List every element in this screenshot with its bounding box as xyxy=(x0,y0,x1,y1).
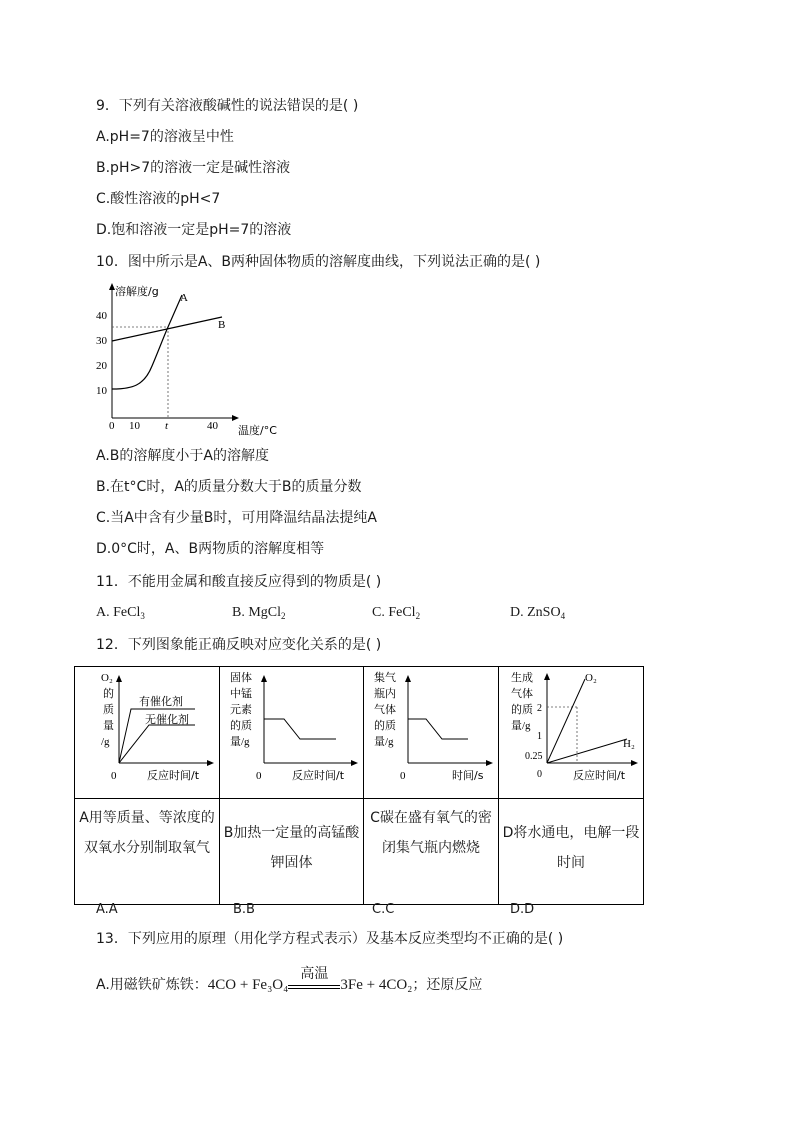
ytick-40: 40 xyxy=(96,310,107,322)
q10-option-c: C.当A中含有少量B时，可用降温结晶法提纯A xyxy=(96,510,377,526)
q11-option-a: A. FeCl$_3$ xyxy=(96,605,145,621)
svg-text:O₂: O₂ xyxy=(585,672,597,684)
q12-caption-b: B加热一定量的高锰酸钾固体 xyxy=(220,799,364,905)
q12-answer-a: A.A xyxy=(96,902,118,917)
q10-option-b: B.在t°C时，A的质量分数大于B的质量分数 xyxy=(96,479,362,495)
svg-text:有催化剂: 有催化剂 xyxy=(139,695,183,708)
ytick-30: 30 xyxy=(96,335,107,347)
svg-text:的: 的 xyxy=(103,688,114,700)
svg-text:0: 0 xyxy=(400,770,406,782)
q12-caption-c: C碳在盛有氧气的密闭集气瓶内燃烧 xyxy=(364,799,499,905)
q10-option-d: D.0°C时，A、B两物质的溶解度相等 xyxy=(96,541,325,557)
curve-a-label: A xyxy=(180,292,188,304)
svg-text:H₂: H₂ xyxy=(623,738,635,750)
svg-text:反应时间/t: 反应时间/t xyxy=(292,769,345,782)
svg-text:2: 2 xyxy=(537,703,542,714)
q11-option-d: D. ZnSO$_4$ xyxy=(510,605,566,621)
q12-answer-b: B.B xyxy=(233,902,255,917)
xtick-10: 10 xyxy=(129,420,140,432)
q11-option-b: B. MgCl$_2$ xyxy=(232,605,286,621)
xtick-0: 0 xyxy=(109,420,115,432)
xtick-t: t xyxy=(165,420,169,432)
svg-text:气体: 气体 xyxy=(374,704,396,716)
svg-text:瓶内: 瓶内 xyxy=(374,688,396,700)
svg-text:反应时间/t: 反应时间/t xyxy=(147,769,200,782)
svg-text:0: 0 xyxy=(256,770,262,782)
solubility-chart xyxy=(88,280,288,440)
q9-option-c: C.酸性溶液的pH<7 xyxy=(96,191,221,207)
svg-text:0: 0 xyxy=(111,770,117,782)
svg-text:/g: /g xyxy=(101,736,110,748)
svg-text:气体: 气体 xyxy=(511,688,533,700)
svg-text:固体: 固体 xyxy=(230,672,252,684)
chart-ylabel: 溶解度/g xyxy=(115,285,159,298)
svg-text:的质: 的质 xyxy=(230,720,252,732)
q12-graph-d xyxy=(499,667,644,799)
q11-option-c: C. FeCl$_2$ xyxy=(372,605,421,621)
q12-answer-d: D.D xyxy=(510,902,535,917)
q10-stem: 10．图中所示是A、B两种固体物质的溶解度曲线，下列说法正确的是( ) xyxy=(96,254,541,270)
q11-stem: 11．不能用金属和酸直接反应得到的物质是( ) xyxy=(96,574,382,590)
ytick-20: 20 xyxy=(96,360,107,372)
q12-graph-c xyxy=(364,667,499,799)
q12-stem: 12．下列图象能正确反映对应变化关系的是( ) xyxy=(96,637,382,653)
svg-text:质: 质 xyxy=(103,704,114,716)
svg-text:0.25: 0.25 xyxy=(525,751,543,762)
q10-option-a: A.B的溶解度小于A的溶解度 xyxy=(96,448,269,464)
curve-b-label: B xyxy=(218,319,226,331)
svg-text:时间/s: 时间/s xyxy=(452,769,484,782)
q9-option-b: B.pH>7的溶液一定是碱性溶液 xyxy=(96,160,291,176)
svg-text:的质: 的质 xyxy=(511,704,533,716)
q12-answer-c: C.C xyxy=(372,902,395,917)
q9-option-d: D.饱和溶液一定是pH=7的溶液 xyxy=(96,222,292,238)
q12-graph-table xyxy=(74,666,644,905)
reaction-condition: 高温 xyxy=(300,966,329,982)
q9-option-a: A.pH=7的溶液呈中性 xyxy=(96,129,234,145)
svg-text:集气: 集气 xyxy=(374,672,396,684)
svg-text:O₂: O₂ xyxy=(101,672,113,684)
ytick-10: 10 xyxy=(96,385,107,397)
q12-caption-a: A用等质量、等浓度的双氧水分别制取氧气 xyxy=(75,799,220,905)
svg-text:无催化剂: 无催化剂 xyxy=(145,713,189,726)
svg-text:量: 量 xyxy=(103,720,114,732)
svg-text:生成: 生成 xyxy=(511,672,533,684)
svg-text:的质: 的质 xyxy=(374,720,396,732)
curve-a xyxy=(112,295,182,389)
q13-stem: 13．下列应用的原理（用化学方程式表示）及基本反应类型均不正确的是( ) xyxy=(96,931,564,947)
svg-text:量/g: 量/g xyxy=(374,736,394,748)
svg-text:0: 0 xyxy=(537,769,542,780)
svg-text:1: 1 xyxy=(537,731,542,742)
q12-caption-d: D将水通电，电解一段时间 xyxy=(499,799,644,905)
svg-text:量/g: 量/g xyxy=(511,720,531,732)
svg-text:中锰: 中锰 xyxy=(230,688,252,700)
q9-stem: 9．下列有关溶液酸碱性的说法错误的是( ) xyxy=(96,98,359,114)
q13-option-a: A.用磁铁矿炼铁：4CO + Fe₃O₄ 高温 3Fe + 4CO₂；还原反应 xyxy=(96,966,483,993)
xtick-40: 40 xyxy=(207,420,218,432)
svg-text:量/g: 量/g xyxy=(230,736,250,748)
svg-text:元素: 元素 xyxy=(230,704,252,716)
q12-graph-b xyxy=(220,667,364,799)
svg-text:反应时间/t: 反应时间/t xyxy=(573,769,626,782)
chart-xlabel: 温度/°C xyxy=(238,424,277,437)
q12-graph-a xyxy=(75,667,220,799)
